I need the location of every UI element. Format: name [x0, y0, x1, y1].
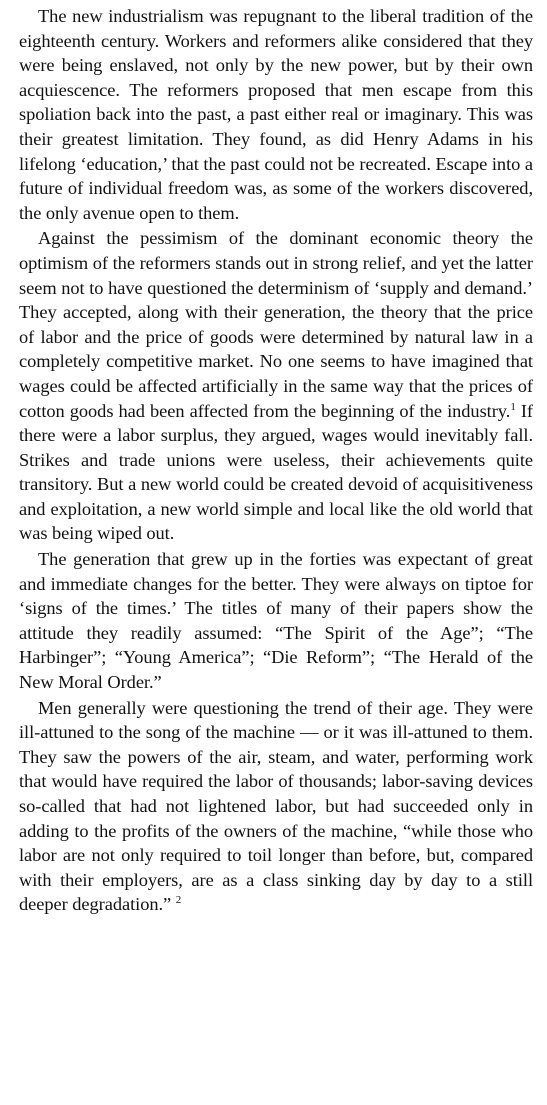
paragraph-industrialism — [19, 4, 533, 225]
paragraph-text: The new industrialism was repugnant to the liberal tradition of the eighteenth century. Workers and reformers alike considered that they were being enslaved, not only by the new power, but by their own acquiescence. The reformers proposed that men escape from this spoliation back into the past, a past either real or imaginary. This was their greatest limitation. They found, as did Henry Adams in his lifelong ‘education,’ that the past could not be recreated. Escape into a future of individual freedom was, as some of the workers discovered, the only avenue open to them. — [19, 6, 533, 223]
footnote-marker-1: 1 — [510, 400, 516, 413]
paragraph-text: Against the pessimism of the dominant economic theory the optimism of the reformers stands out in strong relief, and yet the latter seem not to have questioned the determinism of ‘supply and demand.’ They accepted, along with their generation, the theory that the price of labor and the price of goods were determined by natural law in a completely competitive market. No one seems to have imagined that wages could be affected artificially in the same way that the prices of cotton goods had been affected from the beginning of the industry. — [19, 228, 533, 421]
paragraph-text-continued: If there were a labor surplus, they argued, wages would inevitably fall. Strikes and trade unions were useless, their achievements quite transitory. But a new world could be created devoid of acquisitiveness and exploitation, a new world simple and local like the old world that was being wiped out. — [19, 400, 533, 544]
paragraph-generation — [19, 547, 533, 695]
paragraph-pessimism — [19, 226, 533, 546]
paragraph-text: Men generally were questioning the trend of their age. They were ill-attuned to the song of the machine — or it was ill-attuned to them. They saw the powers of the air, steam, and water, performing work that would have required the labor of thousands; labor-saving devices so-called that had not lightened labor, but had succeeded only in adding to the profits of the owners of the machine, “while those who labor are not only required to toil longer than before, but, compared with their employers, are as a class sinking day by day to a still deeper degradation.” — [19, 697, 533, 915]
footnote-marker-2: 2 — [175, 894, 182, 907]
paragraph-machine — [19, 696, 533, 917]
paragraph-text: The generation that grew up in the forties was expectant of great and immediate changes for the better. They were always on tiptoe for ‘signs of the times.’ The titles of many of their papers show the attitude they readily assumed: “The Spirit of the Age”; “The Harbinger”; “Young America”; “Die Reform”; “The Herald of the New Moral Order.” — [19, 549, 533, 693]
